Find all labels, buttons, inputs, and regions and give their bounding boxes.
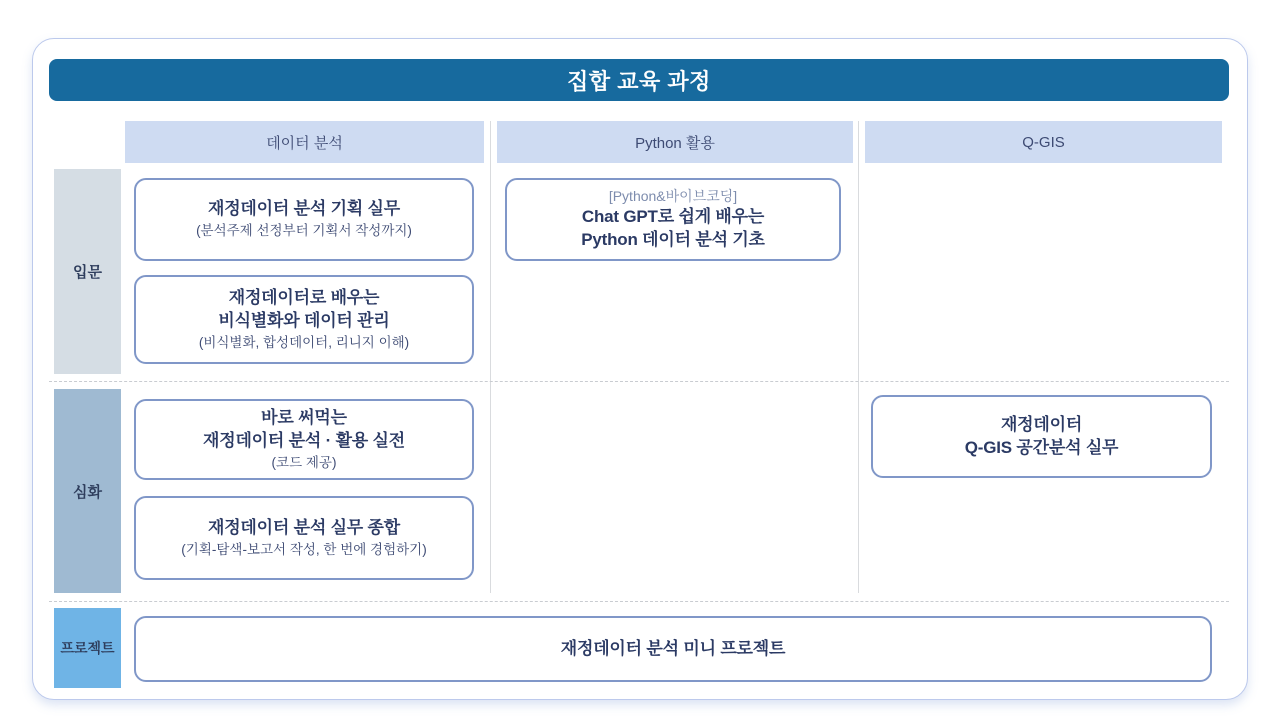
column-divider (858, 121, 859, 593)
curriculum-card (32, 38, 1248, 700)
column-header-python (497, 121, 853, 163)
row-label-project (54, 608, 121, 688)
page-title: 집합 교육 과정 (567, 68, 711, 94)
column-header-label: Python 활용 (635, 134, 715, 152)
course-box-comprehensive-practice (134, 496, 474, 580)
column-header-qgis (865, 121, 1222, 163)
course-subtitle: (비식별화, 합성데이터, 리니지 이해) (198, 334, 410, 350)
course-title-line2: 재정데이터 분석 · 활용 실전 (203, 430, 405, 450)
row-label-intro (54, 169, 121, 374)
row-label-text: 프로젝트 (60, 640, 115, 656)
course-title-line2: Python 데이터 분석 기초 (581, 229, 765, 249)
row-label-advanced (54, 389, 121, 593)
course-title-line2: Q-GIS 공간분석 실무 (964, 437, 1119, 457)
course-subtitle: (기획-탐색-보고서 작성, 한 번에 경험하기) (181, 541, 427, 557)
course-box-data-planning (134, 178, 474, 261)
column-header-label: 데이터 분석 (266, 134, 343, 152)
course-subtitle: (코드 제공) (271, 454, 337, 470)
course-box-mini-project (134, 616, 1212, 682)
course-box-python-basics (505, 178, 841, 261)
column-header-label: Q-GIS (1022, 133, 1065, 151)
page-title-bar (49, 59, 1229, 101)
course-title-line1: 재정데이터 (1000, 414, 1083, 434)
column-header-data-analysis (125, 121, 484, 163)
course-title-line2: 비식별화와 데이터 관리 (218, 310, 390, 330)
course-box-practical-analysis (134, 399, 474, 480)
row-label-text: 심화 (73, 483, 102, 501)
course-subtitle: (분석주제 선정부터 기획서 작성까지) (196, 223, 412, 239)
row-label-text: 입문 (73, 264, 102, 281)
course-title-line1: Chat GPT로 쉽게 배우는 (581, 207, 765, 226)
course-box-deidentification (134, 275, 474, 364)
course-tag: [Python&바이브코딩] (608, 188, 738, 205)
course-title-line1: 재정데이터로 배우는 (228, 287, 380, 307)
course-title-line1: 바로 써먹는 (261, 407, 347, 427)
row-divider (49, 381, 1229, 382)
course-box-qgis-spatial (871, 395, 1212, 478)
course-title: 재정데이터 분석 미니 프로젝트 (560, 638, 786, 658)
row-divider (49, 601, 1229, 602)
course-title: 재정데이터 분석 실무 종합 (207, 517, 400, 537)
column-divider (490, 121, 491, 593)
course-title: 재정데이터 분석 기획 실무 (207, 199, 400, 219)
